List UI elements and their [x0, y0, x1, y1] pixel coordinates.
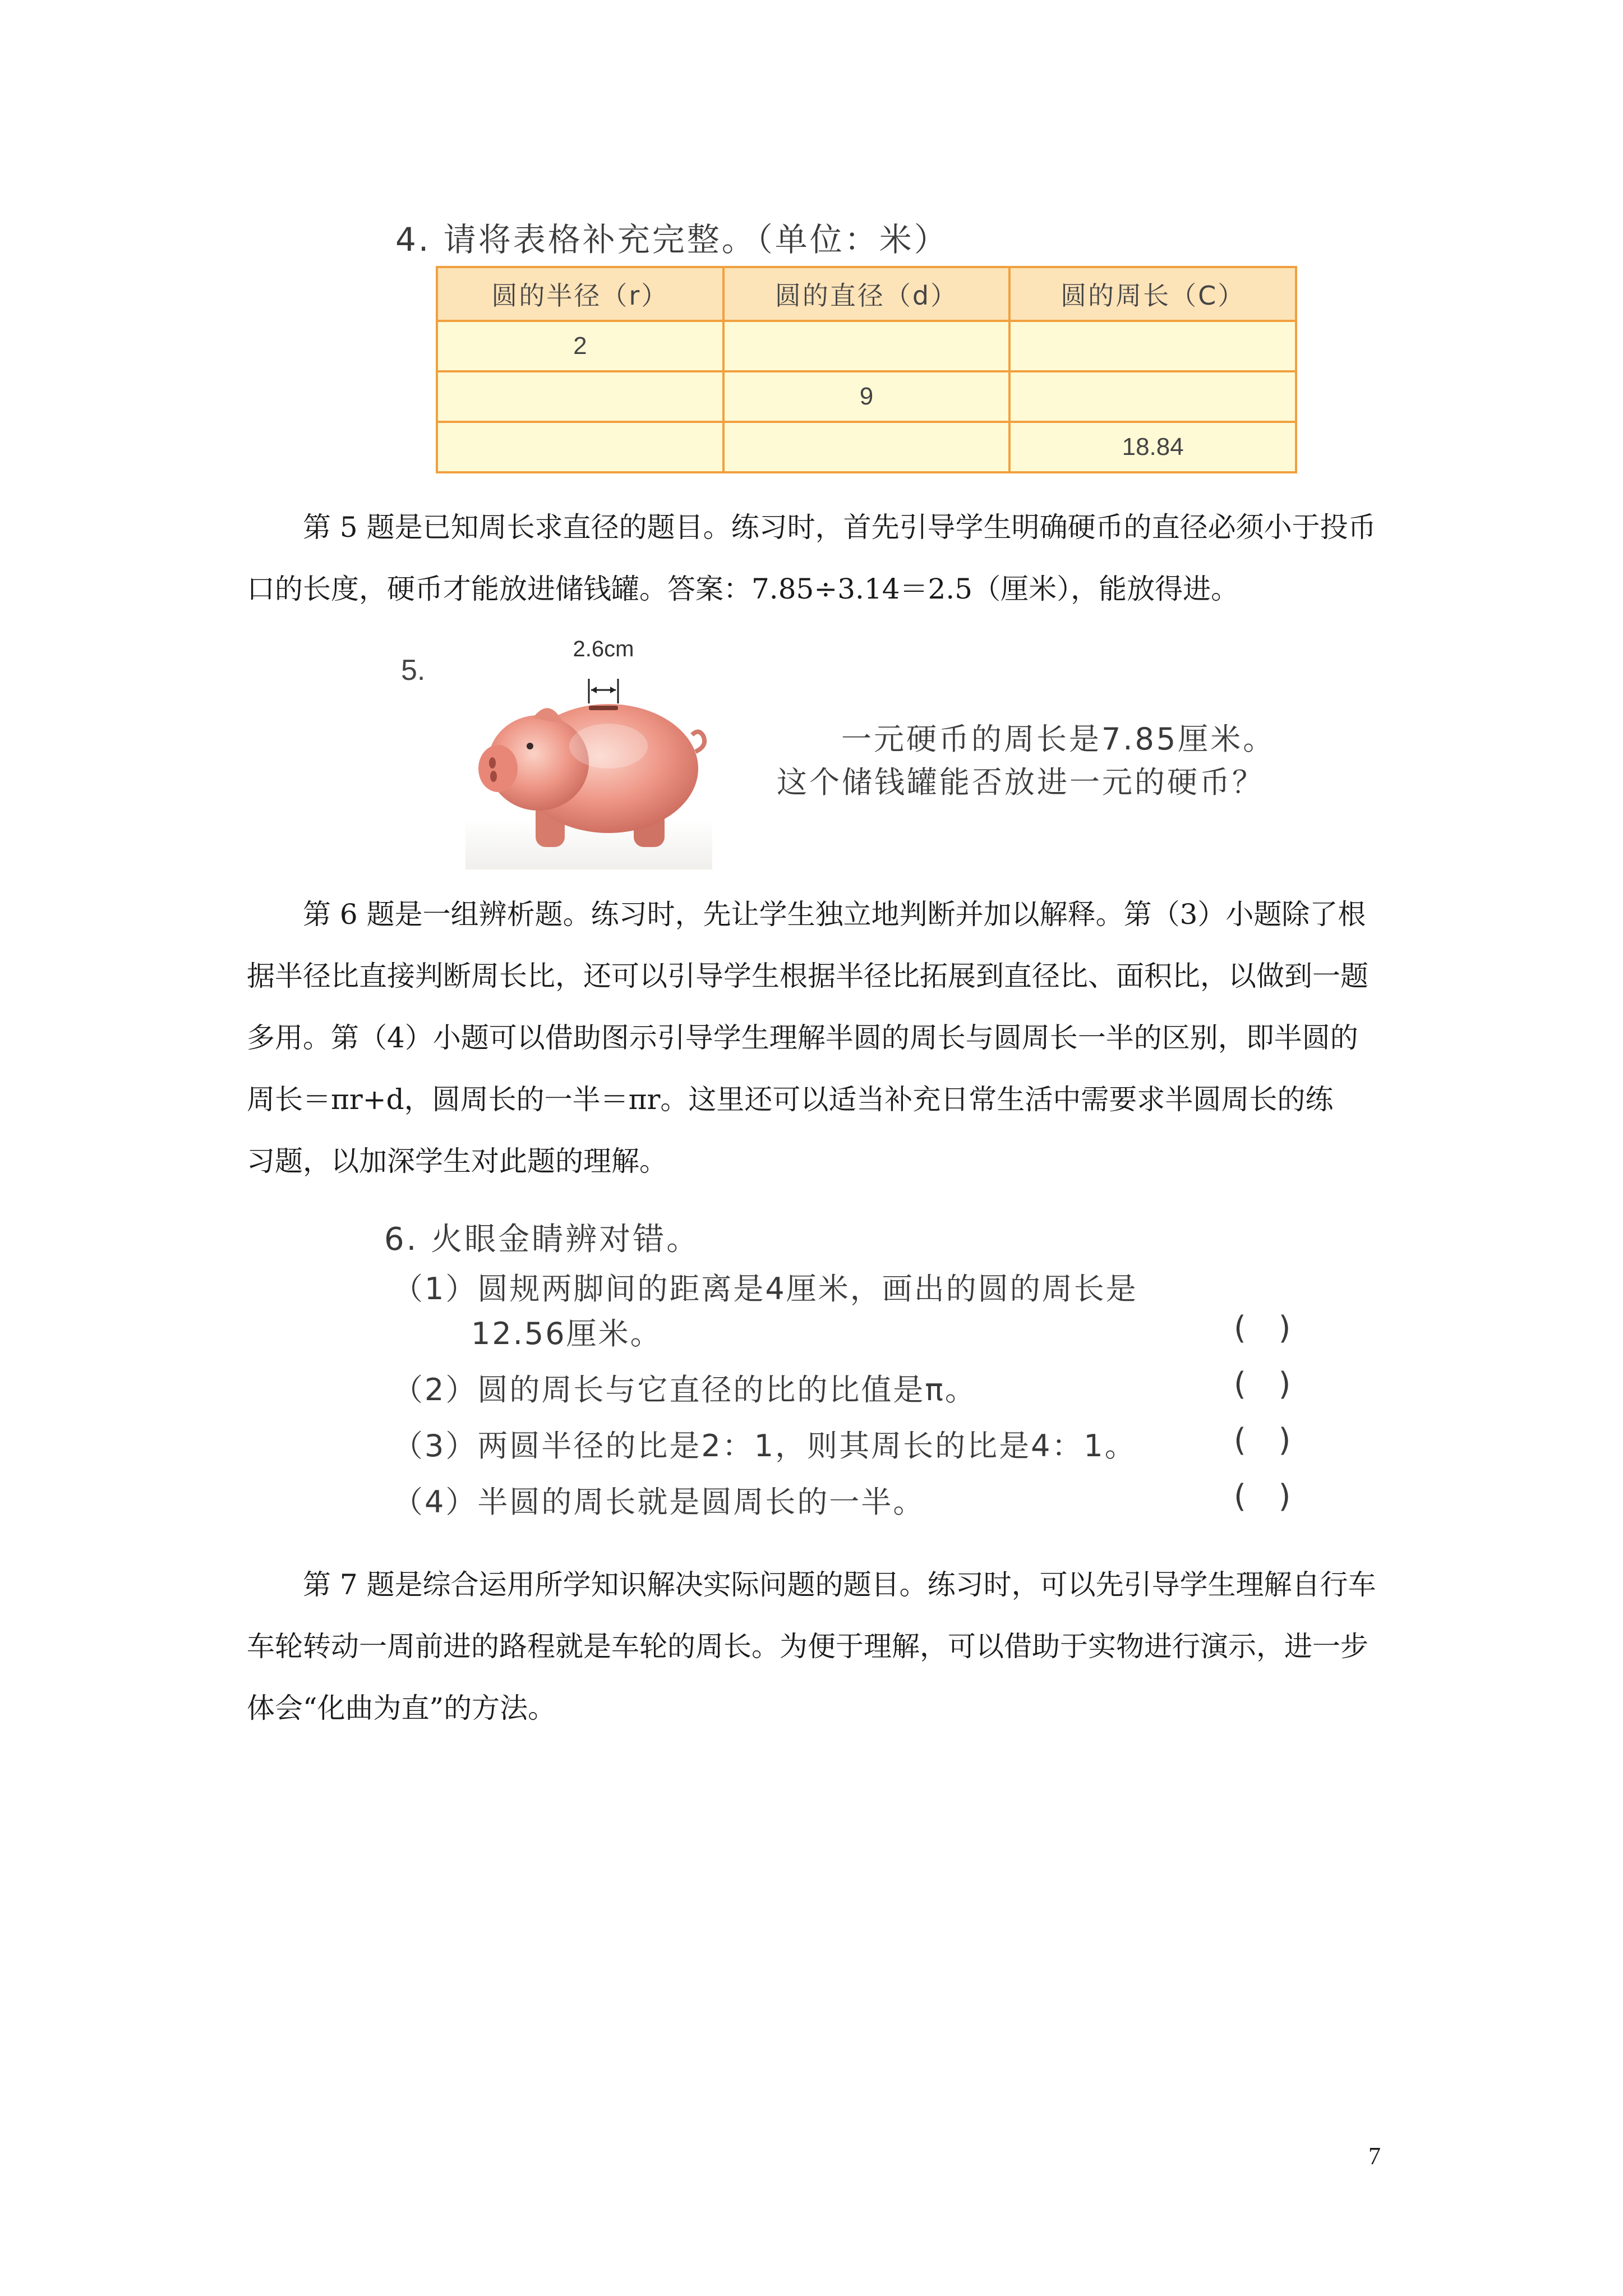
- paragraph-exercise-7: [247, 1554, 1380, 1739]
- paragraph-line: 习题，以加深学生对此题的理解。: [247, 1145, 667, 1177]
- exercise-6-item-1-cont: 12.56厘米。: [471, 1316, 662, 1351]
- paragraph-line: 第 7 题是综合运用所学知识解决实际问题的题目。练习时，可以先引导学生理解自行车: [303, 1568, 1376, 1601]
- table-cell: 18.84: [1009, 422, 1296, 472]
- exercise-6-item-3: （3）两圆半径的比是2：1，则其周长的比是4：1。: [393, 1428, 1137, 1464]
- table-cell: 9: [723, 371, 1010, 422]
- page-number: 7: [1368, 2142, 1381, 2170]
- exercise-4-table: [436, 266, 1297, 473]
- answer-bracket: ( ): [1234, 1478, 1291, 1515]
- exercise-5-line-2: 这个储钱罐能否放进一元的硬币？: [777, 765, 1265, 800]
- paragraph-exercise-5: [247, 496, 1380, 620]
- exercise-6-item-4: （4）半圆的周长就是圆周长的一半。: [393, 1484, 925, 1520]
- exercise-4-title: 4. 请将表格补充完整。（单位：米）: [395, 220, 949, 259]
- table-row: [437, 321, 1296, 371]
- table-cell: [437, 371, 723, 422]
- table-cell: [1009, 371, 1296, 422]
- exercise-6-item-1: （1）圆规两脚间的距离是4厘米，画出的圆的周长是: [393, 1271, 1138, 1306]
- table-cell: [723, 422, 1010, 472]
- table-cell: [723, 321, 1010, 371]
- paragraph-line: 车轮转动一周前进的路程就是车轮的周长。为便于理解，可以借助于实物进行演示，进一步: [247, 1630, 1368, 1663]
- paragraph-line: 周长＝πr+d，圆周长的一半＝πr。这里还可以适当补充日常生活中需要求半圆周长的练: [247, 1083, 1334, 1116]
- answer-bracket: ( ): [1234, 1422, 1291, 1458]
- exercise-6-title: 6. 火眼金睛辨对错。: [384, 1221, 700, 1258]
- exercise-5-number: 5.: [401, 654, 426, 687]
- paragraph-line: 第 5 题是已知周长求直径的题目。练习时，首先引导学生明确硬币的直径必须小于投币: [303, 511, 1376, 544]
- answer-bracket: ( ): [1234, 1366, 1291, 1402]
- exercise-5-line-1: 一元硬币的周长是7.85厘米。: [841, 721, 1276, 757]
- piggy-bank-image: [465, 634, 712, 869]
- paragraph-line: 第 6 题是一组辨析题。练习时，先让学生独立地判断并加以解释。第（3）小题除了根: [303, 898, 1366, 931]
- header-diameter: 圆的直径（d）: [723, 267, 1010, 321]
- paragraph-line: 多用。第（4）小题可以借助图示引导学生理解半圆的周长与圆周长一半的区别，即半圆的: [247, 1022, 1358, 1054]
- table-cell: [437, 422, 723, 472]
- exercise-6-item-2: （2）圆的周长与它直径的比的比值是π。: [393, 1372, 977, 1407]
- table-row: [437, 371, 1296, 422]
- header-radius: 圆的半径（r）: [437, 267, 723, 321]
- slot-width-label: 2.6cm: [573, 637, 634, 661]
- paragraph-line: 口的长度，硬币才能放进储钱罐。答案：7.85÷3.14＝2.5（厘米），能放得进。: [247, 573, 1239, 605]
- paragraph-line: 据半径比直接判断周长比，还可以引导学生根据半径比拓展到直径比、面积比，以做到一题: [247, 960, 1368, 992]
- answer-bracket: ( ): [1234, 1310, 1291, 1346]
- header-circumference: 圆的周长（C）: [1009, 267, 1296, 321]
- table-cell: [1009, 321, 1296, 371]
- table-row: [437, 422, 1296, 472]
- table-header-row: [437, 267, 1296, 321]
- paragraph-exercise-6: [247, 884, 1380, 1192]
- table-cell: 2: [437, 321, 723, 371]
- paragraph-line: 体会“化曲为直”的方法。: [247, 1692, 556, 1724]
